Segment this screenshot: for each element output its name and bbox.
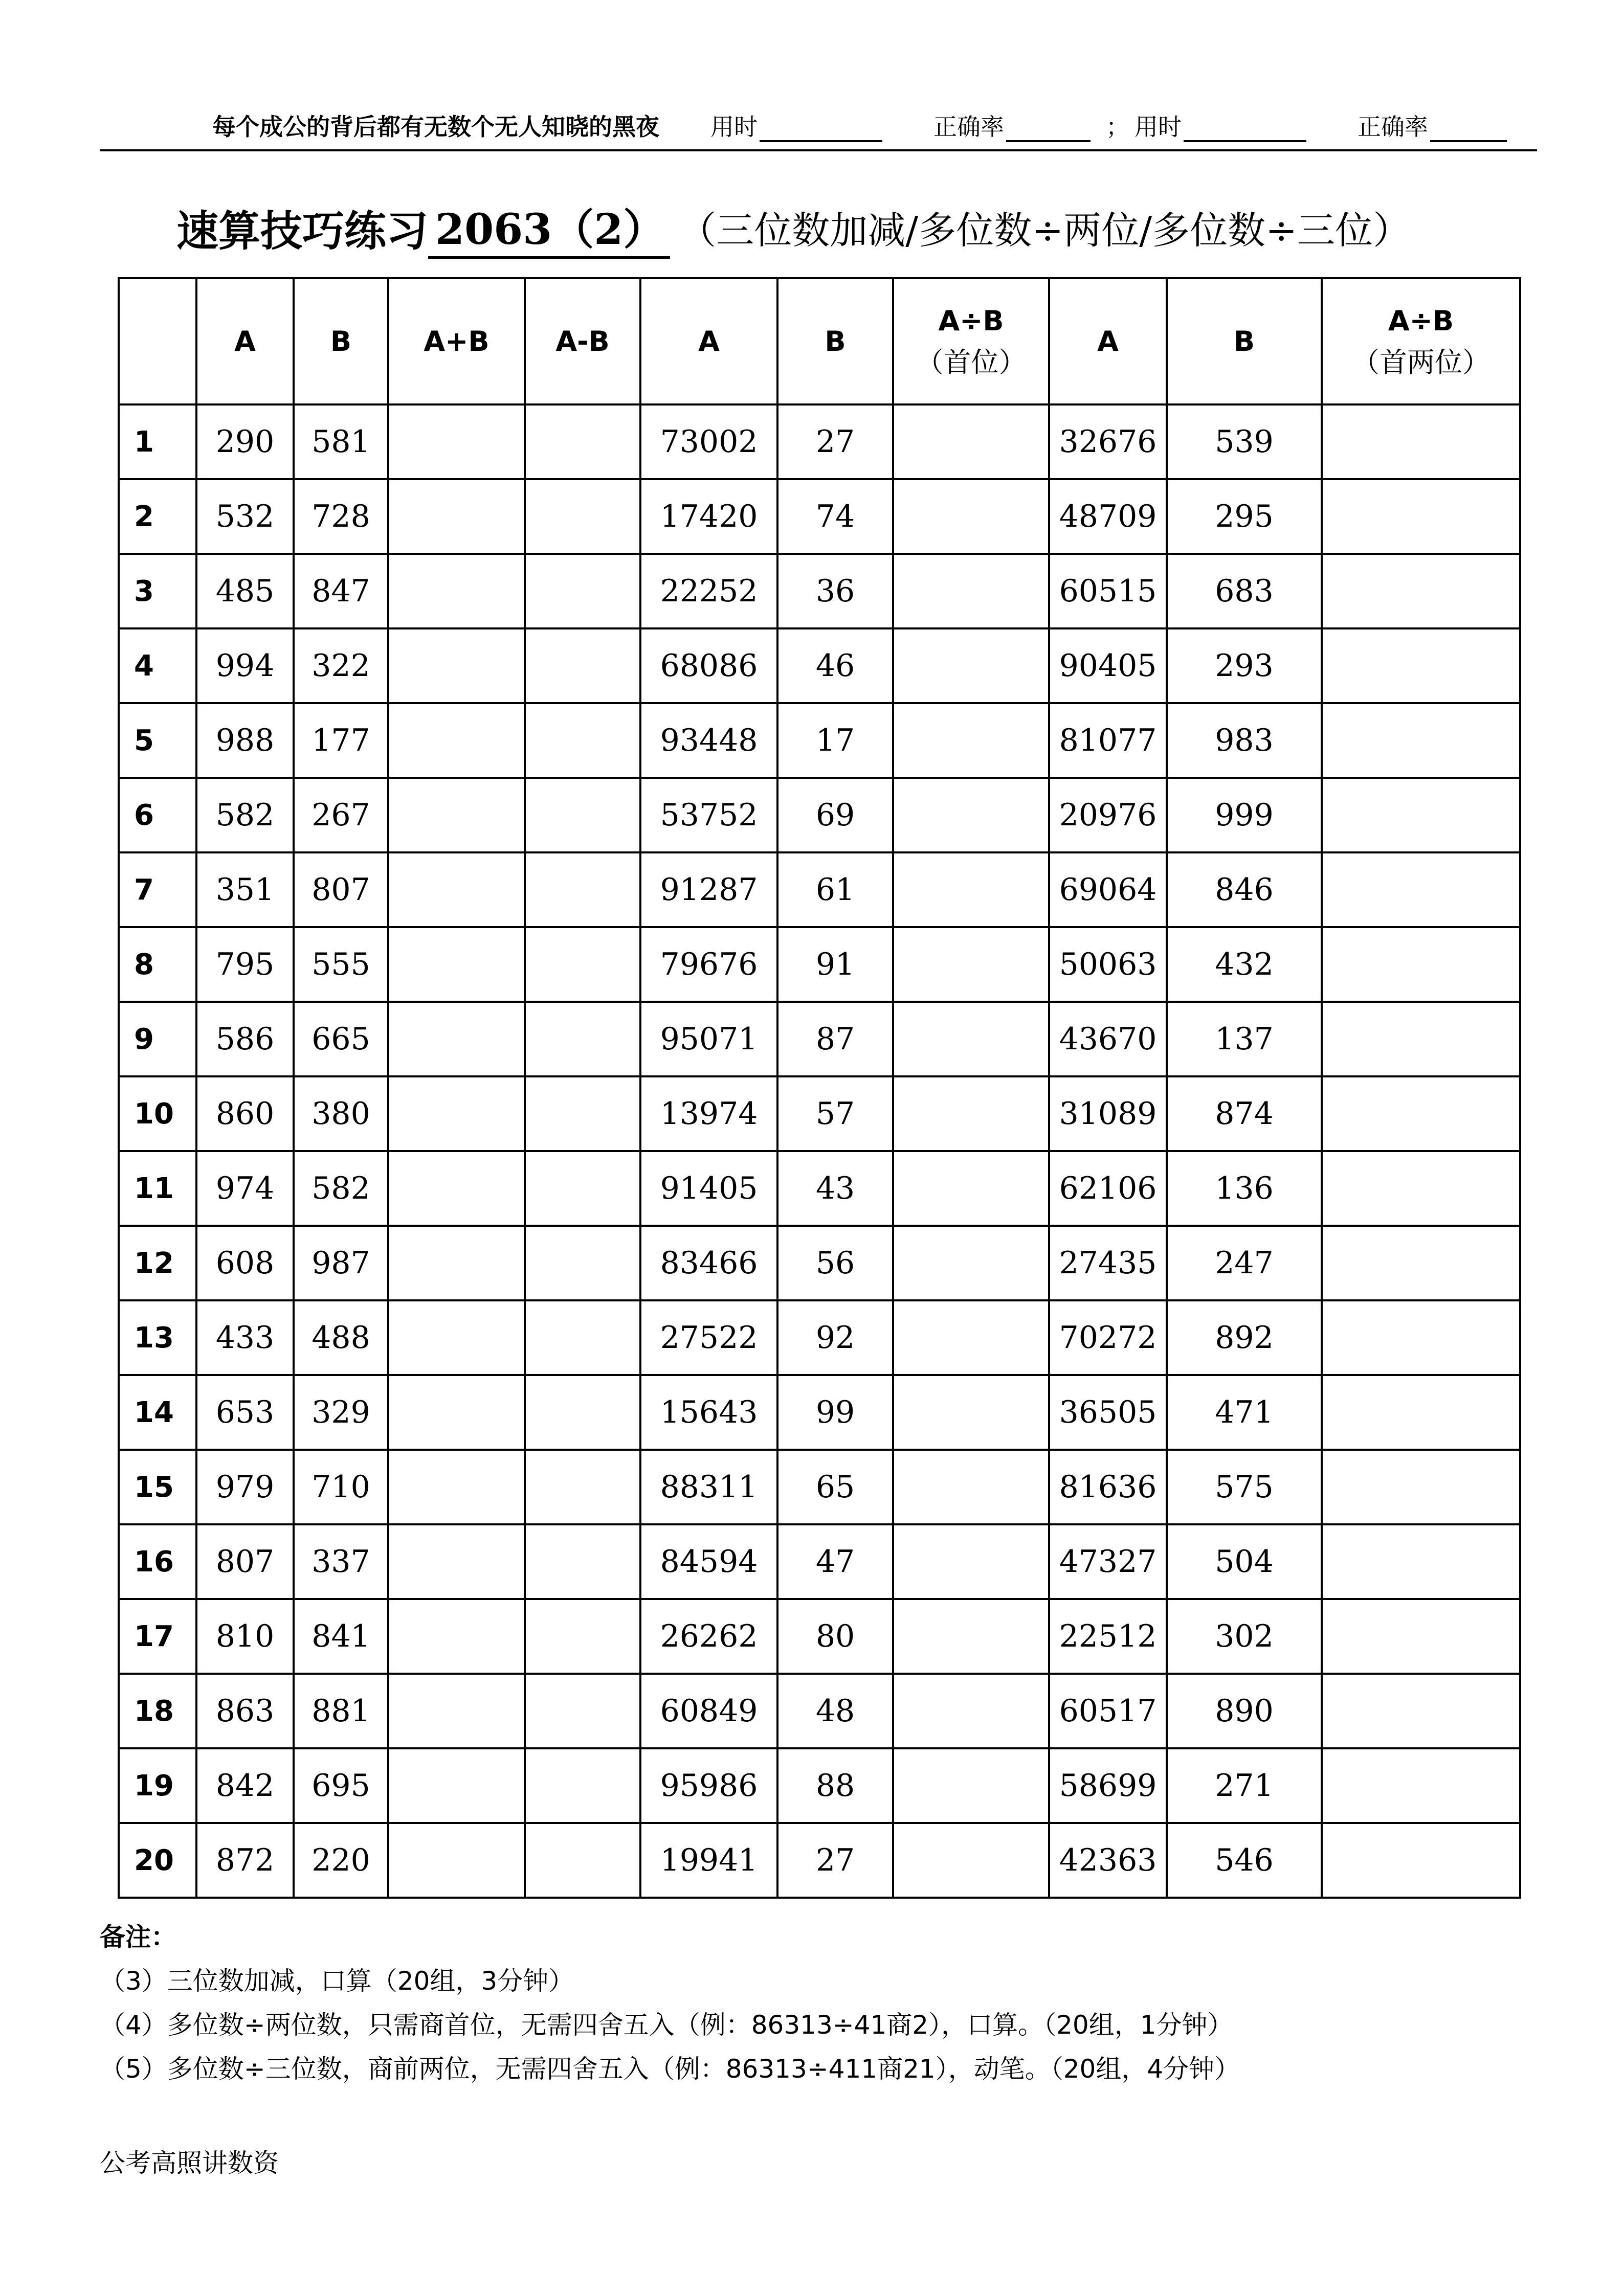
cell-quotient-first-answer[interactable] — [893, 1226, 1049, 1300]
cell-div3-b: 293 — [1167, 628, 1322, 703]
header-quotient-two-line1: A÷B — [1388, 304, 1454, 337]
cell-div2-a: 22252 — [640, 554, 777, 628]
cell-div2-b: 61 — [777, 852, 893, 927]
footer-text: 公考高照讲数资 — [100, 2148, 279, 2178]
cell-sum-answer[interactable] — [388, 404, 525, 479]
cell-quotient-first-answer[interactable] — [893, 404, 1049, 479]
table-row — [119, 1226, 1520, 1300]
cell-div3-a: 36505 — [1049, 1375, 1167, 1450]
cell-div3-a: 81077 — [1049, 703, 1167, 778]
table-row — [119, 703, 1520, 778]
cell-quotient-two-answer[interactable] — [1322, 1002, 1520, 1076]
cell-sum-answer[interactable] — [388, 1375, 525, 1450]
cell-sum-answer[interactable] — [388, 1151, 525, 1226]
note-line-4: （4）多位数÷两位数，只需商首位，无需四舍五入（例：86313÷41商2），口算。（20组，1分钟） — [100, 2010, 1233, 2040]
notes-section — [100, 1915, 1583, 2091]
cell-add-a: 860 — [196, 1076, 294, 1151]
cell-add-a: 485 — [196, 554, 294, 628]
header-a-div3: A — [1049, 278, 1167, 404]
cell-add-b: 329 — [294, 1375, 388, 1450]
cell-quotient-first-answer[interactable] — [893, 1524, 1049, 1599]
motto-text: 每个成公的背后都有无数个无人知晓的黑夜 — [212, 113, 659, 141]
cell-add-b: 695 — [294, 1748, 388, 1823]
cell-add-a: 608 — [196, 1226, 294, 1300]
table-row — [119, 1002, 1520, 1076]
cell-difference-answer[interactable] — [525, 1375, 640, 1450]
cell-div3-a: 22512 — [1049, 1599, 1167, 1674]
table-row — [119, 1450, 1520, 1524]
cell-quotient-first-answer[interactable] — [893, 1002, 1049, 1076]
row-index: 13 — [119, 1300, 196, 1375]
cell-div2-a: 19941 — [640, 1823, 777, 1898]
row-index: 8 — [119, 927, 196, 1002]
cell-div2-a: 15643 — [640, 1375, 777, 1450]
cell-quotient-two-answer[interactable] — [1322, 852, 1520, 927]
cell-quotient-two-answer[interactable] — [1322, 404, 1520, 479]
row-index: 16 — [119, 1524, 196, 1599]
cell-div3-a: 62106 — [1049, 1151, 1167, 1226]
cell-sum-answer[interactable] — [388, 479, 525, 554]
cell-div2-b: 47 — [777, 1524, 893, 1599]
cell-quotient-two-answer[interactable] — [1322, 479, 1520, 554]
cell-div3-b: 983 — [1167, 703, 1322, 778]
cell-div3-b: 247 — [1167, 1226, 1322, 1300]
row-index: 11 — [119, 1151, 196, 1226]
cell-div3-b: 892 — [1167, 1300, 1322, 1375]
cell-add-b: 841 — [294, 1599, 388, 1674]
cell-div3-b: 137 — [1167, 1002, 1322, 1076]
cell-div3-b: 539 — [1167, 404, 1322, 479]
cell-quotient-two-answer[interactable] — [1322, 778, 1520, 852]
cell-add-a: 979 — [196, 1450, 294, 1524]
cell-div2-a: 60849 — [640, 1674, 777, 1748]
cell-difference-answer[interactable] — [525, 1823, 640, 1898]
cell-quotient-two-answer[interactable] — [1322, 1375, 1520, 1450]
cell-sum-answer[interactable] — [388, 628, 525, 703]
header-quotient-two — [1322, 278, 1520, 404]
cell-div2-a: 68086 — [640, 628, 777, 703]
cell-quotient-two-answer[interactable] — [1322, 1226, 1520, 1300]
cell-sum-answer[interactable] — [388, 1823, 525, 1898]
title-code: 2063（2） — [428, 196, 670, 259]
note-line-5: （5）多位数÷三位数，商前两位，无需四舍五入（例：86313÷411商21），动笔。（20组，4分钟） — [100, 2054, 1240, 2084]
cell-quotient-first-answer[interactable] — [893, 1076, 1049, 1151]
table-row — [119, 1076, 1520, 1151]
cell-difference-answer[interactable] — [525, 703, 640, 778]
row-index: 10 — [119, 1076, 196, 1151]
table-row — [119, 1151, 1520, 1226]
cell-difference-answer[interactable] — [525, 1524, 640, 1599]
cell-sum-answer[interactable] — [388, 778, 525, 852]
cell-div3-a: 90405 — [1049, 628, 1167, 703]
cell-div2-b: 27 — [777, 1823, 893, 1898]
time-label-1: 用时 — [710, 113, 758, 141]
cell-add-b: 380 — [294, 1076, 388, 1151]
cell-add-b: 710 — [294, 1450, 388, 1524]
row-index: 12 — [119, 1226, 196, 1300]
cell-div2-b: 74 — [777, 479, 893, 554]
row-index: 15 — [119, 1450, 196, 1524]
cell-sum-answer[interactable] — [388, 1076, 525, 1151]
cell-quotient-first-answer[interactable] — [893, 1748, 1049, 1823]
accuracy-label-1: 正确率 — [933, 113, 1004, 141]
row-index: 7 — [119, 852, 196, 927]
row-index: 14 — [119, 1375, 196, 1450]
table-row — [119, 554, 1520, 628]
cell-quotient-two-answer[interactable] — [1322, 1450, 1520, 1524]
header-sum: A+B — [388, 278, 525, 404]
cell-div2-b: 99 — [777, 1375, 893, 1450]
cell-difference-answer[interactable] — [525, 479, 640, 554]
cell-difference-answer[interactable] — [525, 1002, 640, 1076]
cell-div3-a: 31089 — [1049, 1076, 1167, 1151]
title-main: 速算技巧练习 — [176, 207, 429, 256]
cell-div3-a: 60515 — [1049, 554, 1167, 628]
cell-div2-a: 93448 — [640, 703, 777, 778]
cell-quotient-first-answer[interactable] — [893, 1823, 1049, 1898]
cell-add-b: 220 — [294, 1823, 388, 1898]
cell-add-a: 795 — [196, 927, 294, 1002]
header-b-div2: B — [777, 278, 893, 404]
cell-add-a: 974 — [196, 1151, 294, 1226]
accuracy-field-2[interactable] — [1358, 108, 1507, 142]
cell-div2-a: 73002 — [640, 404, 777, 479]
cell-div3-a: 42363 — [1049, 1823, 1167, 1898]
cell-div3-b: 295 — [1167, 479, 1322, 554]
header-separator: ； — [1106, 113, 1129, 141]
cell-add-b: 267 — [294, 778, 388, 852]
note-line-3: （3）三位数加减，口算（20组，3分钟） — [100, 1966, 574, 1996]
cell-div2-a: 91287 — [640, 852, 777, 927]
cell-sum-answer[interactable] — [388, 852, 525, 927]
cell-div2-b: 27 — [777, 404, 893, 479]
header-difference: A-B — [525, 278, 640, 404]
practice-table — [118, 277, 1521, 1899]
time-field-2[interactable] — [1134, 108, 1306, 142]
cell-div3-a: 70272 — [1049, 1300, 1167, 1375]
cell-div2-a: 84594 — [640, 1524, 777, 1599]
cell-quotient-first-answer[interactable] — [893, 554, 1049, 628]
cell-div2-b: 17 — [777, 703, 893, 778]
cell-add-b: 807 — [294, 852, 388, 927]
header-b-div3: B — [1167, 278, 1322, 404]
cell-sum-answer[interactable] — [388, 1300, 525, 1375]
table-header-row — [119, 278, 1520, 404]
cell-div2-b: 87 — [777, 1002, 893, 1076]
cell-quotient-first-answer[interactable] — [893, 628, 1049, 703]
header-quotient-first-line2: （首位） — [916, 346, 1027, 378]
table-row — [119, 1599, 1520, 1674]
cell-difference-answer[interactable] — [525, 1300, 640, 1375]
cell-quotient-first-answer[interactable] — [893, 1599, 1049, 1674]
cell-difference-answer[interactable] — [525, 1076, 640, 1151]
cell-quotient-two-answer[interactable] — [1322, 554, 1520, 628]
time-blank-2[interactable] — [1184, 117, 1306, 142]
cell-difference-answer[interactable] — [525, 1674, 640, 1748]
cell-quotient-first-answer[interactable] — [893, 852, 1049, 927]
cell-add-b: 488 — [294, 1300, 388, 1375]
notes-heading: 备注： — [100, 1922, 176, 1952]
accuracy-blank-1[interactable] — [1006, 117, 1091, 142]
cell-add-a: 807 — [196, 1524, 294, 1599]
cell-quotient-two-answer[interactable] — [1322, 1748, 1520, 1823]
header-b-add: B — [294, 278, 388, 404]
cell-quotient-first-answer[interactable] — [893, 1151, 1049, 1226]
cell-add-b: 582 — [294, 1151, 388, 1226]
cell-sum-answer[interactable] — [388, 1748, 525, 1823]
cell-div2-b: 91 — [777, 927, 893, 1002]
time-field-1[interactable] — [710, 108, 882, 142]
cell-quotient-first-answer[interactable] — [893, 1674, 1049, 1748]
cell-div2-b: 88 — [777, 1748, 893, 1823]
cell-add-a: 810 — [196, 1599, 294, 1674]
cell-quotient-two-answer[interactable] — [1322, 1599, 1520, 1674]
cell-div2-b: 69 — [777, 778, 893, 852]
cell-div3-a: 50063 — [1049, 927, 1167, 1002]
row-index: 5 — [119, 703, 196, 778]
cell-div3-b: 575 — [1167, 1450, 1322, 1524]
cell-difference-answer[interactable] — [525, 1599, 640, 1674]
cell-add-a: 994 — [196, 628, 294, 703]
cell-div2-b: 57 — [777, 1076, 893, 1151]
cell-quotient-first-answer[interactable] — [893, 927, 1049, 1002]
header-quotient-first-line1: A÷B — [938, 304, 1004, 337]
cell-div3-b: 432 — [1167, 927, 1322, 1002]
cell-div2-b: 43 — [777, 1151, 893, 1226]
cell-difference-answer[interactable] — [525, 1450, 640, 1524]
cell-quotient-first-answer[interactable] — [893, 1375, 1049, 1450]
header-quotient-two-line2: （首两位） — [1352, 346, 1490, 378]
table-row — [119, 479, 1520, 554]
cell-add-a: 582 — [196, 778, 294, 852]
table-row — [119, 927, 1520, 1002]
cell-quotient-first-answer[interactable] — [893, 1450, 1049, 1524]
row-index: 6 — [119, 778, 196, 852]
cell-add-b: 322 — [294, 628, 388, 703]
row-index: 1 — [119, 404, 196, 479]
header-index — [119, 278, 196, 404]
cell-sum-answer[interactable] — [388, 1002, 525, 1076]
cell-quotient-first-answer[interactable] — [893, 1300, 1049, 1375]
cell-quotient-two-answer[interactable] — [1322, 1524, 1520, 1599]
row-index: 17 — [119, 1599, 196, 1674]
cell-sum-answer[interactable] — [388, 703, 525, 778]
cell-div2-a: 79676 — [640, 927, 777, 1002]
cell-sum-answer[interactable] — [388, 1226, 525, 1300]
cell-div3-b: 890 — [1167, 1674, 1322, 1748]
cell-add-b: 555 — [294, 927, 388, 1002]
row-index: 20 — [119, 1823, 196, 1898]
row-index: 3 — [119, 554, 196, 628]
row-index: 4 — [119, 628, 196, 703]
cell-div3-b: 546 — [1167, 1823, 1322, 1898]
cell-add-a: 988 — [196, 703, 294, 778]
cell-div3-a: 48709 — [1049, 479, 1167, 554]
cell-add-a: 290 — [196, 404, 294, 479]
table-row — [119, 852, 1520, 927]
header-divider — [100, 149, 1537, 151]
cell-div3-b: 271 — [1167, 1748, 1322, 1823]
cell-quotient-two-answer[interactable] — [1322, 703, 1520, 778]
row-index: 18 — [119, 1674, 196, 1748]
header-a-div2: A — [640, 278, 777, 404]
header-quotient-first — [893, 278, 1049, 404]
cell-div3-b: 302 — [1167, 1599, 1322, 1674]
cell-div2-a: 27522 — [640, 1300, 777, 1375]
cell-quotient-two-answer[interactable] — [1322, 628, 1520, 703]
cell-add-a: 863 — [196, 1674, 294, 1748]
cell-add-a: 433 — [196, 1300, 294, 1375]
cell-quotient-first-answer[interactable] — [893, 479, 1049, 554]
cell-quotient-two-answer[interactable] — [1322, 1674, 1520, 1748]
table-row — [119, 404, 1520, 479]
table-row — [119, 778, 1520, 852]
cell-difference-answer[interactable] — [525, 628, 640, 703]
cell-div3-b: 504 — [1167, 1524, 1322, 1599]
cell-add-b: 177 — [294, 703, 388, 778]
cell-difference-answer[interactable] — [525, 554, 640, 628]
cell-div2-a: 17420 — [640, 479, 777, 554]
cell-div2-a: 88311 — [640, 1450, 777, 1524]
cell-add-b: 881 — [294, 1674, 388, 1748]
page-title — [176, 197, 1411, 258]
table-row — [119, 1300, 1520, 1375]
table-row — [119, 1748, 1520, 1823]
header-a-add: A — [196, 278, 294, 404]
table-row — [119, 1524, 1520, 1599]
cell-div2-b: 80 — [777, 1599, 893, 1674]
row-index: 2 — [119, 479, 196, 554]
cell-add-a: 653 — [196, 1375, 294, 1450]
cell-difference-answer[interactable] — [525, 852, 640, 927]
title-subtitle: （三位数加减/多位数÷两位/多位数÷三位） — [678, 209, 1411, 253]
cell-sum-answer[interactable] — [388, 927, 525, 1002]
cell-div2-a: 91405 — [640, 1151, 777, 1226]
cell-difference-answer[interactable] — [525, 927, 640, 1002]
time-label-2: 用时 — [1134, 113, 1182, 141]
cell-sum-answer[interactable] — [388, 554, 525, 628]
cell-div2-b: 46 — [777, 628, 893, 703]
cell-div3-a: 32676 — [1049, 404, 1167, 479]
row-index: 9 — [119, 1002, 196, 1076]
cell-add-b: 581 — [294, 404, 388, 479]
cell-sum-answer[interactable] — [388, 1524, 525, 1599]
cell-div3-b: 136 — [1167, 1151, 1322, 1226]
cell-quotient-two-answer[interactable] — [1322, 1076, 1520, 1151]
cell-add-b: 337 — [294, 1524, 388, 1599]
cell-div3-a: 43670 — [1049, 1002, 1167, 1076]
cell-add-b: 847 — [294, 554, 388, 628]
cell-div2-b: 92 — [777, 1300, 893, 1375]
cell-difference-answer[interactable] — [525, 778, 640, 852]
table-row — [119, 1674, 1520, 1748]
cell-sum-answer[interactable] — [388, 1674, 525, 1748]
cell-add-a: 532 — [196, 479, 294, 554]
accuracy-label-2: 正确率 — [1358, 113, 1428, 141]
cell-div3-b: 683 — [1167, 554, 1322, 628]
cell-div2-b: 36 — [777, 554, 893, 628]
cell-div2-a: 26262 — [640, 1599, 777, 1674]
cell-quotient-first-answer[interactable] — [893, 703, 1049, 778]
cell-add-a: 842 — [196, 1748, 294, 1823]
cell-add-a: 351 — [196, 852, 294, 927]
cell-div3-a: 47327 — [1049, 1524, 1167, 1599]
cell-div3-a: 60517 — [1049, 1674, 1167, 1748]
cell-add-b: 987 — [294, 1226, 388, 1300]
cell-div2-a: 83466 — [640, 1226, 777, 1300]
cell-quotient-two-answer[interactable] — [1322, 927, 1520, 1002]
cell-div3-b: 874 — [1167, 1076, 1322, 1151]
cell-quotient-two-answer[interactable] — [1322, 1300, 1520, 1375]
row-index: 19 — [119, 1748, 196, 1823]
cell-div3-a: 69064 — [1049, 852, 1167, 927]
cell-div3-b: 471 — [1167, 1375, 1322, 1450]
cell-quotient-two-answer[interactable] — [1322, 1823, 1520, 1898]
cell-div3-a: 58699 — [1049, 1748, 1167, 1823]
cell-sum-answer[interactable] — [388, 1450, 525, 1524]
cell-div2-b: 65 — [777, 1450, 893, 1524]
cell-div2-a: 95071 — [640, 1002, 777, 1076]
cell-div3-a: 27435 — [1049, 1226, 1167, 1300]
cell-difference-answer[interactable] — [525, 1151, 640, 1226]
cell-difference-answer[interactable] — [525, 404, 640, 479]
cell-add-b: 665 — [294, 1002, 388, 1076]
cell-div2-a: 13974 — [640, 1076, 777, 1151]
cell-div3-b: 846 — [1167, 852, 1322, 927]
accuracy-blank-2[interactable] — [1430, 117, 1507, 142]
cell-div3-b: 999 — [1167, 778, 1322, 852]
cell-div2-a: 95986 — [640, 1748, 777, 1823]
cell-difference-answer[interactable] — [525, 1226, 640, 1300]
cell-div2-b: 56 — [777, 1226, 893, 1300]
cell-div2-a: 53752 — [640, 778, 777, 852]
table-row — [119, 1823, 1520, 1898]
table-row — [119, 628, 1520, 703]
cell-add-a: 586 — [196, 1002, 294, 1076]
cell-div2-b: 48 — [777, 1674, 893, 1748]
cell-difference-answer[interactable] — [525, 1748, 640, 1823]
page-header — [100, 102, 1624, 148]
cell-quotient-two-answer[interactable] — [1322, 1151, 1520, 1226]
cell-add-a: 872 — [196, 1823, 294, 1898]
cell-div3-a: 81636 — [1049, 1450, 1167, 1524]
cell-add-b: 728 — [294, 479, 388, 554]
table-row — [119, 1375, 1520, 1450]
accuracy-field-1[interactable] — [933, 108, 1091, 142]
cell-div3-a: 20976 — [1049, 778, 1167, 852]
time-blank-1[interactable] — [760, 117, 882, 142]
cell-quotient-first-answer[interactable] — [893, 778, 1049, 852]
cell-sum-answer[interactable] — [388, 1599, 525, 1674]
